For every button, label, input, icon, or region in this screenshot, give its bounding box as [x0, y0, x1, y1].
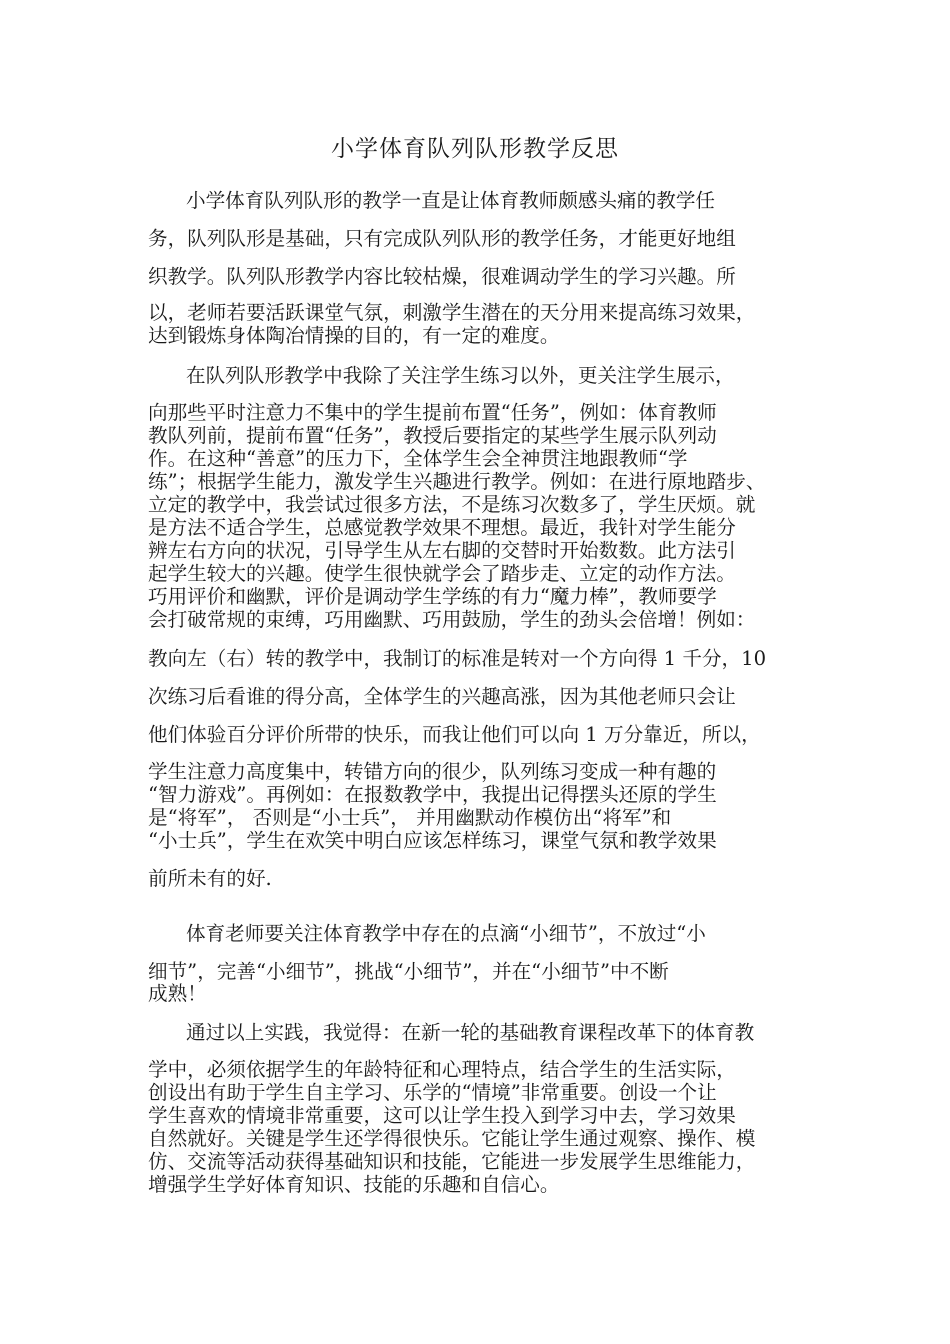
text-line: 教队列前，提前布置“任务”，教授后要指定的某些学生展示队列动 — [148, 424, 717, 447]
text-line: 学生喜欢的情境非常重要，这可以让学生投入到学习中去，学习效果 — [148, 1104, 736, 1127]
text-line: 是“将军”， 否则是“小士兵”， 并用幽默动作模仿出“将军”和 — [148, 806, 672, 829]
text-line: 自然就好。关键是学生还学得很快乐。它能让学生通过观察、操作、模 — [148, 1127, 756, 1150]
text-line: 辨左右方向的状况，引导学生从左右脚的交替时开始数数。此方法引 — [148, 539, 736, 562]
text-line: 教向左（右）转的教学中，我制订的标准是转对一个方向得 1 千分，10 — [148, 647, 767, 670]
text-line: 创设出有助于学生自主学习、乐学的“情境”非常重要。创设一个让 — [148, 1081, 717, 1104]
text-line: 小学体育队列队形的教学一直是让体育教师颇感头痛的教学任 — [186, 189, 716, 212]
text-line: 务，队列队形是基础，只有完成队列队形的教学任务，才能更好地组 — [148, 227, 736, 250]
text-line: 达到锻炼身体陶冶情操的目的，有一定的难度。 — [148, 324, 560, 347]
text-line: 学生注意力高度集中，转错方向的很少，队列练习变成一种有趣的 — [148, 760, 717, 783]
text-line: 起学生较大的兴趣。使学生很快就学会了踏步走、立定的动作方法。 — [148, 562, 736, 585]
text-line: 会打破常规的束缚，巧用幽默、巧用鼓励，学生的劲头会倍增！例如： — [148, 608, 756, 631]
text-line: 仿、交流等活动获得基础知识和技能，它能进一步发展学生思维能力， — [148, 1150, 756, 1173]
text-line: 巧用评价和幽默，评价是调动学生学练的有力“魔力棒”，教师要学 — [148, 585, 717, 608]
text-line: “智力游戏”。再例如：在报数教学中，我提出记得摆头还原的学生 — [148, 783, 717, 806]
text-line: 成熟！ — [148, 982, 207, 1005]
text-line: “小士兵”，学生在欢笑中明白应该怎样练习，课堂气氛和教学效果 — [148, 829, 717, 852]
text-line: 作。在这种“善意”的压力下，全体学生会全神贯注地跟教师“学 — [148, 447, 688, 470]
text-line: 是方法不适合学生，总感觉教学效果不理想。最近，我针对学生能分 — [148, 516, 736, 539]
text-line: 增强学生学好体育知识、技能的乐趣和自信心。 — [148, 1173, 560, 1196]
text-line: 细节”，完善“小细节”，挑战“小细节”，并在“小细节”中不断 — [148, 960, 669, 983]
text-line: 他们体验百分评价所带的快乐，而我让他们可以向 1 万分靠近，所以， — [148, 723, 761, 746]
text-line: 练”；根据学生能力，激发学生兴趣进行教学。例如：在进行原地踏步、 — [148, 470, 766, 493]
text-line: 通过以上实践，我觉得：在新一轮的基础教育课程改革下的体育教 — [186, 1021, 755, 1044]
text-line: 在队列队形教学中我除了关注学生练习以外，更关注学生展示， — [186, 364, 735, 387]
text-line: 向那些平时注意力不集中的学生提前布置“任务”，例如：体育教师 — [148, 401, 717, 424]
document-title: 小学体育队列队形教学反思 — [331, 136, 619, 162]
text-line: 次练习后看谁的得分高，全体学生的兴趣高涨，因为其他老师只会让 — [148, 685, 736, 708]
text-line: 立定的教学中，我尝试过很多方法，不是练习次数多了，学生厌烦。就 — [148, 493, 756, 516]
text-line: 前所未有的好. — [148, 867, 272, 890]
text-line: 以，老师若要活跃课堂气氛，刺激学生潜在的天分用来提高练习效果， — [148, 301, 756, 324]
text-line: 体育老师要关注体育教学中存在的点滴“小细节”，不放过“小 — [186, 922, 706, 945]
text-line: 学中，必须依据学生的年龄特征和心理特点，结合学生的生活实际， — [148, 1058, 736, 1081]
text-line: 织教学。队列队形教学内容比较枯燥，很难调动学生的学习兴趣。所 — [148, 265, 736, 288]
